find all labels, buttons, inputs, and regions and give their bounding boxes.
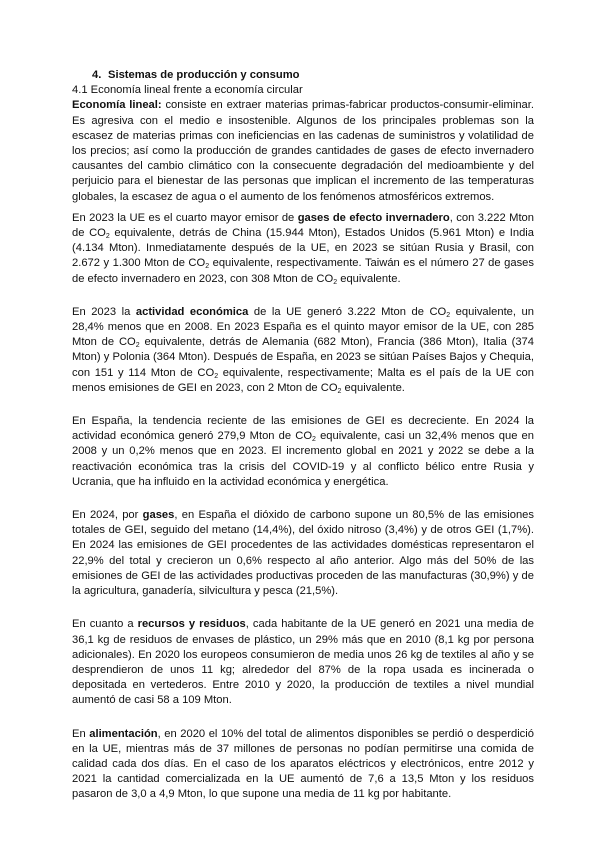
paragraph-ghg-eu — [72, 211, 534, 287]
section-title: Sistemas de producción y consumo — [108, 69, 300, 81]
paragraph-linear-economy — [72, 98, 534, 204]
text-run: , en España el dióxido de carbono supone un 80,5% de las emisiones totales de GEI, seguido del metano (14,4%), del óxido nitroso (3,4%) y de otros GEI (1,7%). En 2024 las emisiones de GEI procedentes de las actividades domésticas representaron el 22,9% del total y crecieron un 0,6% respecto al año anterior. Algo más del 50% de las emisiones de GEI de las actividades productivas proceden de las manufacturas (30,9%) y de la agricultura, ganadería, silvicultura y pesca (21,5%). — [72, 509, 534, 598]
subscript: 2 — [205, 263, 210, 271]
subscript: 2 — [214, 372, 219, 380]
subscript: 2 — [446, 311, 451, 319]
text-run: equivalente. — [341, 381, 405, 394]
term-economic-activity: actividad económica — [135, 305, 249, 318]
text-run: equivalente. — [337, 272, 401, 285]
paragraph-text: consiste en extraer materias primas-fabricar productos-consumir-eliminar. Es agresiva con el medio e insostenible. Algunos de los principales problemas son la escasez de materias primas con ineficiencias en las cadenas de suministros y volatilidad de los precios; así como la producción de grandes cantidades de gases de efecto invernadero causantes del cambio climático con la consecuente degradación del medioambiente y del perjuicio para el bienestar de las personas que implican el incremento de las temperaturas globales, la escasez de agua o el aumento de los fenómenos atmosféricos extremos. — [72, 99, 534, 203]
text-run: En — [72, 727, 90, 740]
text-run: , cada habitante de la UE generó en 2021 una media de 36,1 kg de residuos de envases de plástico, un 29% más que en 2010 (8,1 kg por persona adicionales). En 2020 los europeos consumieron de media unos 26 kg de textiles al año y se desprendieron de unos 11 kg; alrededor del 87% de la ropa usada es incinerada o depositada en vertederos. Entre 2010 y 2020, la producción de textiles a nivel mundial aumentó de casi 58 a 109 Mton. — [72, 618, 534, 707]
paragraph-economic-activity — [72, 305, 534, 396]
section-number: 4. — [92, 69, 102, 81]
text-run: equivalente, casi un 32,4% menos que en 2008 y un 0,2% menos que en 2023. El incremento global en 2021 y 2022 se debe a la reactivación económica tras la crisis del COVID-19 y al conflicto bélico entre Rusia y Ucrania, que ha influido en la actividad económica y energética. — [72, 430, 534, 488]
term-linear-economy: Economía lineal: — [72, 99, 162, 112]
text-run: , en 2020 el 10% del total de alimentos disponibles se perdió o desperdició en la UE, mientras más de 37 millones de personas no podían permitirse una comida de calidad cada dos días. En el caso de los aparatos eléctricos y electrónicos, entre 2012 y 2021 la cantidad comercializada en la UE aumentó de 7,6 a 13,5 Mton y los residuos pasaron de 3,0 a 4,9 Mton, lo que supone una media de 11 kg por habitante. — [72, 727, 534, 801]
text-run: equivalente, respectivamente; Malta es el país de la UE con menos emisiones de GEI en 2023, con 2 Mton de CO — [72, 366, 534, 394]
subscript: 2 — [105, 233, 110, 241]
text-run: En España, la tendencia reciente de las emisiones de GEI es decreciente. En 2024 la actividad económica generó 279,9 Mton de CO — [72, 415, 534, 443]
subscript: 2 — [333, 278, 338, 286]
paragraph-resources-waste — [72, 617, 534, 708]
text-run: de la UE generó 3.222 Mton de CO — [248, 305, 447, 318]
text-run: equivalente, detrás de China (15.944 Mton), Estados Unidos (5.961 Mton) e India (4.134 Mton). Inmediatamente después de la UE, en 2023 se sitúan Rusia y Brasil, con 2.672 y 1.300 Mton de CO — [72, 227, 534, 270]
text-run: En 2023 la UE es el cuarto mayor emisor de — [72, 211, 298, 224]
section-heading — [92, 68, 534, 83]
paragraph-food — [72, 727, 534, 803]
subscript: 2 — [337, 387, 342, 395]
text-run: , con 3.222 Mton de CO — [72, 211, 534, 240]
document-page — [72, 68, 534, 803]
term-ghg: gases de efecto invernadero — [297, 211, 450, 224]
subsection-heading: 4.1 Economía lineal frente a economía circular — [72, 84, 303, 97]
text-run: En 2024, por — [72, 509, 143, 522]
text-run: equivalente, respectivamente. Taiwán es el número 27 de gases de efecto invernadero en 2023, con 308 Mton de CO — [72, 257, 534, 285]
text-run: equivalente, detrás de Alemania (682 Mton), Francia (386 Mton), Italia (374 Mton) y Polonia (364 Mton). Después de España, en 2023 se sitúan Países Bajos y Chequia, con 151 y 114 Mton de CO — [72, 336, 534, 379]
paragraph-gases — [72, 508, 534, 599]
text-run: En 2023 la — [72, 305, 136, 318]
subscript: 2 — [135, 342, 140, 350]
paragraph-spain-trend — [72, 414, 534, 490]
term-gases: gases — [142, 509, 175, 522]
text-run: equivalente, un 28,4% menos que en 2008. En 2023 España es el quinto mayor emisor de la UE, con 285 Mton de CO — [72, 305, 534, 349]
term-resources-waste: recursos y residuos — [137, 618, 246, 631]
term-food: alimentación — [89, 727, 158, 740]
text-run: En cuanto a — [72, 618, 138, 631]
subscript: 2 — [312, 436, 316, 444]
